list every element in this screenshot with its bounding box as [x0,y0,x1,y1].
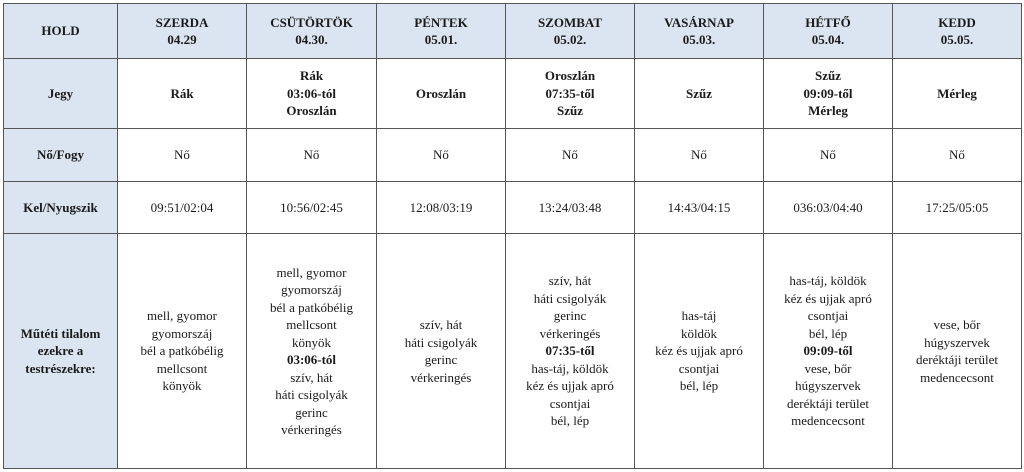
cell-line: gerinc [553,308,587,324]
cell-line: 12:08/03:19 [409,199,473,215]
row-label-line: ezekre a [37,343,84,359]
cell [893,182,1022,234]
row-label-line: testrészekre: [25,360,96,376]
cell-line: bél a patkóbélig [140,343,224,359]
cell-line: bél, lép [808,325,848,341]
cell-line: gerinc [424,352,458,367]
row-label-line: Nő/Fogy [37,147,84,163]
cell [764,129,893,182]
cell [377,234,506,469]
cell-line: húgyszervek [795,378,861,394]
cell-line: Nő [820,147,836,163]
day-date: 05.02. [553,32,587,47]
day-header-1 [247,4,377,59]
cell-line: Szűz [815,68,841,84]
day-header-5 [764,4,893,59]
cell-line: mell, gyomor [146,308,218,324]
row-label [4,59,118,129]
cell [764,182,893,234]
row-label-line: Jegy [47,85,74,101]
day-name: SZOMBAT [537,14,603,30]
cell [247,59,377,129]
cell-line: szív, hát [548,273,592,289]
cell [506,234,635,469]
cell-line: csontjai [807,308,849,324]
cell-line: Rák [299,68,324,84]
cell-line: vese, bőr [933,317,981,332]
cell-line: vérkeringés [410,369,472,385]
row-label-line: Kel/Nyugszik [23,199,98,215]
cell-line: szív, hát [419,317,463,332]
cell-line: gerinc [295,404,328,420]
day-name: PÉNTEK [414,14,468,30]
cell-line: Oroszlán [286,103,337,119]
row-label [4,234,118,469]
cell [764,59,893,129]
day-header-4 [635,4,764,59]
cell [247,182,377,234]
cell-line: húgyszervek [924,334,990,350]
cell-line: 17:25/05:05 [925,199,989,215]
row-label [4,129,118,182]
cell-line: mellcsont [286,317,337,332]
cell-line: has-táj [681,308,717,324]
cell-line: deréktáji terület [787,395,869,411]
sign-row [4,59,1022,129]
cell [247,129,377,182]
cell-line: deréktáji terület [916,352,998,367]
cell [635,182,764,234]
cell-line: Nő [562,147,578,163]
cell-line: Oroszlán [415,85,467,101]
cell [377,59,506,129]
cell-line: 13:24/03:48 [538,199,602,215]
cell-line: kéz és ujjak apró [526,378,614,394]
day-date: 04.30. [295,32,328,47]
day-header-0 [118,4,247,59]
cell [635,59,764,129]
cell [247,234,377,469]
header-row [4,4,1022,59]
cell-line: has-táj, köldök [789,273,867,289]
cell [893,59,1022,129]
cell [118,59,247,129]
cell-line: Nő [433,147,449,163]
cell-line: mell, gyomor [276,264,347,280]
cell-line: medencecsont [791,413,865,429]
cell-line: vese, bőr [804,360,852,376]
cell-line: Mérleg [808,103,848,119]
cell-line: 09:51/02:04 [150,199,214,215]
cell-line: Oroszlán [544,68,596,84]
cell-line: gyomorszáj [151,325,213,341]
moon-calendar-table [3,3,1022,469]
cell-line: mellcsont [156,360,208,376]
cell-line: Nő [949,147,965,163]
cell-line: medencecsont [920,369,994,385]
cell-line: háti csigolyák [533,290,607,306]
cell-line: kéz és ujjak apró [784,290,872,306]
day-date: 05.01. [424,32,458,47]
cell-line: szív, hát [290,369,333,385]
day-header-2 [377,4,506,59]
cell [118,234,247,469]
cell-line: Nő [303,147,320,163]
day-name: KEDD [938,14,976,30]
cell [635,234,764,469]
cell-line: Szűz [557,103,583,119]
cell [377,182,506,234]
cell-line: gyomorszáj [281,282,342,297]
cell-line: 09:09-től [803,343,853,359]
day-header-6 [893,4,1022,59]
day-date: 04.29 [167,32,197,47]
cell-line: 07:35-től [545,343,595,359]
day-name: CSÜTÖRTÖK [270,14,353,30]
cell-line: Rák [170,85,194,101]
cell-line: has-táj, köldök [531,360,609,376]
cell-line: Mérleg [937,85,977,101]
cell-line: Nő [174,147,190,163]
cell-line: 09:09-től [803,85,853,101]
cell [506,182,635,234]
cell-line: bél, lép [679,378,719,394]
cell [506,59,635,129]
day-name: VASÁRNAP [664,14,734,30]
cell-line: 14:43/04:15 [667,199,731,215]
cell [764,234,893,469]
cell [377,129,506,182]
cell-line: köldök [680,325,718,341]
cell [635,129,764,182]
cell-line: kéz és ujjak apró [655,343,743,359]
cell [118,182,247,234]
phase-row [4,129,1022,182]
cell-line: 03:06-tól [286,85,337,101]
cell-line: 036:03/04:40 [793,199,863,215]
row-label [4,182,118,234]
cell-line: Szűz [686,85,712,101]
cell-line: 10:56/02:45 [280,199,343,215]
day-name: HÉTFŐ [805,14,851,30]
cell-line: vérkeringés [281,422,342,437]
cell-line: csontjai [678,360,720,376]
cell [893,234,1022,469]
cell-line: bél, lép [550,413,590,429]
cell [118,129,247,182]
day-name: SZERDA [155,14,209,30]
cell-line: Nő [691,147,707,163]
day-date: 05.03. [682,32,716,47]
day-date: 05.04. [811,32,845,47]
cell-line: könyök [292,334,331,350]
cell-line: háti csigolyák [404,334,478,350]
cell-line: bél a patkóbélig [269,299,354,315]
cell-line: 03:06-tól [286,352,337,367]
cell-line: 07:35-től [545,85,595,101]
row-label-line: Műtéti tilalom [20,325,101,341]
rise-set-row [4,182,1022,234]
cell [893,129,1022,182]
day-date: 05.05. [940,32,974,47]
cell-line: háti csigolyák [275,387,348,402]
surgery-ban-row [4,234,1022,469]
cell-line: csontjai [549,395,591,411]
cell-line: vérkeringés [539,325,601,341]
day-header-3 [506,4,635,59]
corner-header: HOLD [4,4,118,59]
cell-line: könyök [162,378,202,394]
cell [506,129,635,182]
